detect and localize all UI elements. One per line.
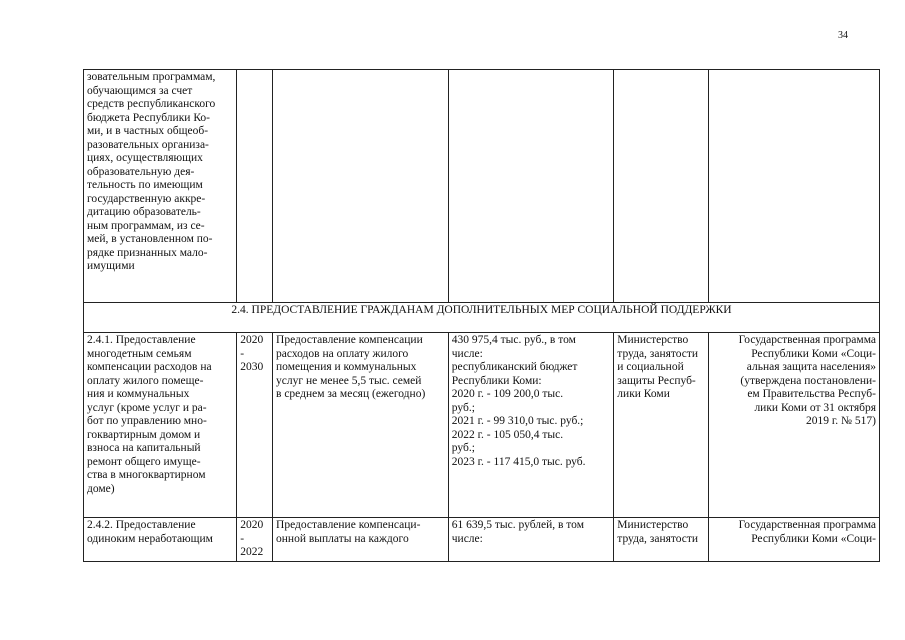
section-header: 2.4. ПРЕДОСТАВЛЕНИЕ ГРАЖДАНАМ ДОПОЛНИТЕЛЬНЫХ МЕР СОЦИАЛЬНОЙ ПОДДЕРЖКИ bbox=[84, 303, 880, 333]
section-header-row bbox=[84, 303, 880, 333]
program-cell: Государственная программа Республики Коми «Соци- bbox=[709, 518, 880, 562]
executor-cell: Министерство труда, занятости и социальной защиты Респуб- лики Коми bbox=[614, 333, 709, 518]
executor-cell bbox=[614, 70, 709, 303]
funding-cell: 430 975,4 тыс. руб., в том числе: республиканский бюджет Республики Коми: 2020 г. - 109 200,0 тыс. руб.; 2021 г. - 99 310,0 тыс. руб.; 2022 г. - 105 050,4 тыс. руб.; 2023 г. - 117 415,0 тыс. руб. bbox=[448, 333, 614, 518]
executor-cell: Министерство труда, занятости bbox=[614, 518, 709, 562]
table-row bbox=[84, 518, 880, 562]
program-cell: Государственная программа Республики Коми «Соци- альная защита населения» (утверждена постановлени- ем Правительства Респуб- лики Коми от 31 октября 2019 г. № 517) bbox=[709, 333, 880, 518]
page-number: 34 bbox=[838, 30, 848, 41]
measures-table bbox=[83, 69, 880, 562]
period-cell: 2020 - 2022 bbox=[237, 518, 273, 562]
result-cell: Предоставление компенсаци- онной выплаты на каждого bbox=[273, 518, 449, 562]
program-cell bbox=[709, 70, 880, 303]
measure-description-cell: 2.4.2. Предоставление одиноким неработающим bbox=[84, 518, 237, 562]
funding-cell bbox=[448, 70, 614, 303]
table-row-continued bbox=[84, 70, 880, 303]
measure-description-cell: 2.4.1. Предоставление многодетным семьям компенсации расходов на оплату жилого помеще- ния и коммунальных услуг (кроме услуг и ра- бот по управлению мно- гоквартирным домом и взноса на капитальный ремонт общего имуще- ства в многоквартирном доме) bbox=[84, 333, 237, 518]
table-row bbox=[84, 333, 880, 518]
result-cell bbox=[273, 70, 449, 303]
funding-cell: 61 639,5 тыс. рублей, в том числе: bbox=[448, 518, 614, 562]
measure-description-cell: зовательным программам, обучающимся за счет средств республиканского бюджета Республики Ко- ми, и в частных общеоб- разовательных организа- циях, осуществляющих образовательную дея- тельность по имеющим государственную аккре- дитацию образователь- ным программам, из се- мей, в установленном по- рядке признанных мало- имущими bbox=[84, 70, 237, 303]
period-cell: 2020 - 2030 bbox=[237, 333, 273, 518]
period-cell bbox=[237, 70, 273, 303]
result-cell: Предоставление компенсации расходов на оплату жилого помещения и коммунальных услуг не менее 5,5 тыс. семей в среднем за месяц (ежегодно) bbox=[273, 333, 449, 518]
